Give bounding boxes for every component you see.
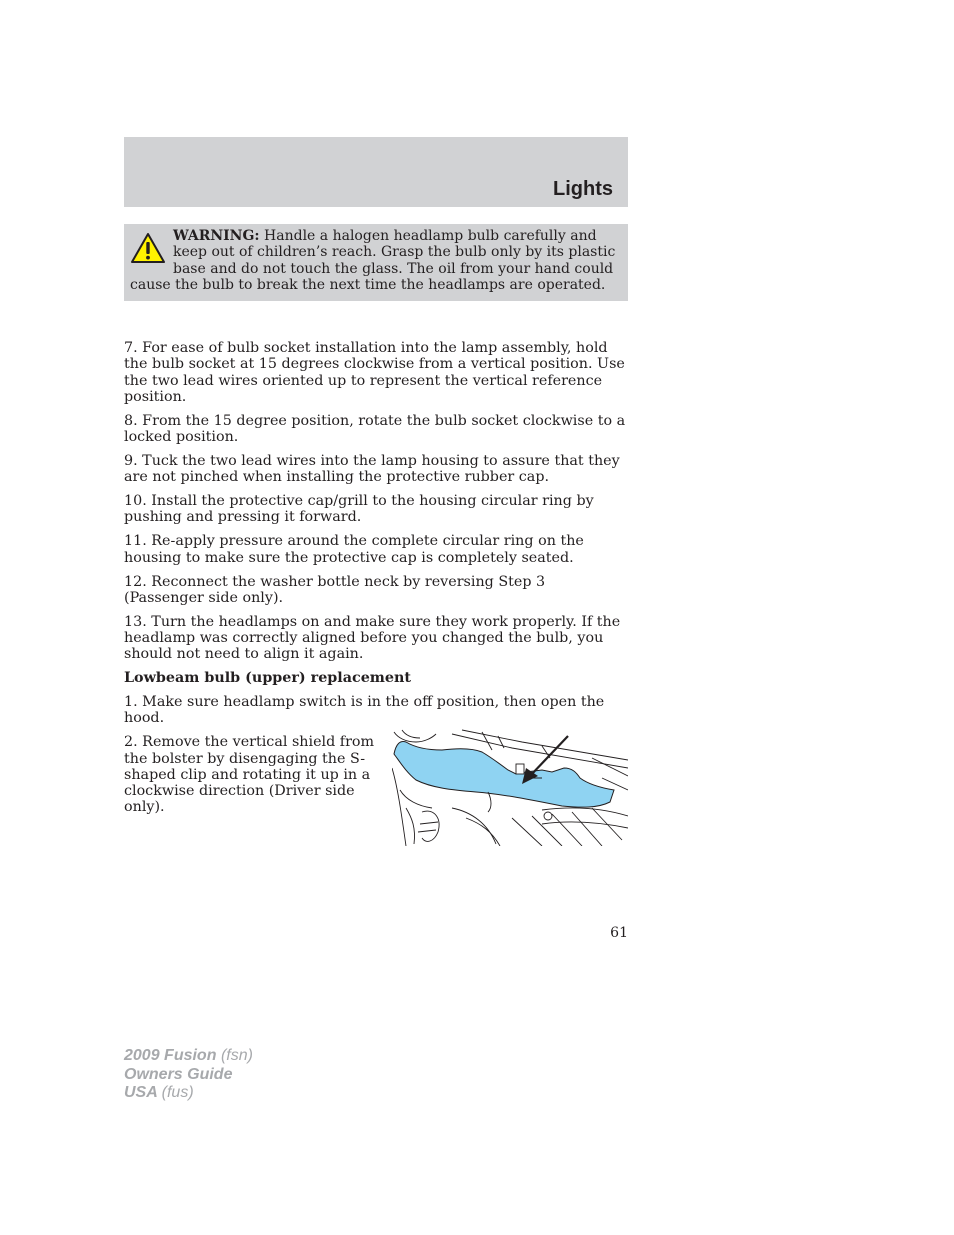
warning-box: [124, 224, 628, 301]
shield-removal-illustration: [392, 728, 628, 846]
lowbeam-subhead: Lowbeam bulb (upper) replacement: [124, 670, 412, 687]
step-9: 9. Tuck the two lead wires into the lamp housing to assure that they are not pinched when installing the protective rubber cap.: [124, 452, 620, 486]
footer: [124, 1047, 253, 1103]
warning-triangle-icon: [130, 232, 166, 264]
page-number: 61: [610, 925, 628, 941]
warning-label: WARNING:: [173, 228, 260, 244]
step-8: 8. From the 15 degree position, rotate the bulb socket clockwise to a locked position.: [124, 412, 626, 446]
vertical-shield-shape: [394, 742, 614, 808]
footer-line-3: USA (fus): [124, 1084, 194, 1101]
step-10: 10. Install the protective cap/grill to the housing circular ring by pushing and pressing it forward.: [124, 493, 594, 526]
section-header: [124, 137, 628, 207]
lowbeam-step-2: 2. Remove the vertical shield from the bolster by disengaging the S-shaped clip and rotating it up in a clockwise direction (Driver side only).: [124, 734, 375, 816]
warning-text: Handle a halogen headlamp bulb carefully and keep out of children’s reach. Grasp the bulb only by its plastic base and do not touch the glass. The oil from your hand could cause the bulb to break the next time the headlamps are operated.: [130, 228, 616, 293]
step-11: 11. Re-apply pressure around the complete circular ring on the housing to make sure the protective cap is completely seated.: [124, 533, 584, 566]
lowbeam-step-1: 1. Make sure headlamp switch is in the off position, then open the hood.: [124, 694, 605, 727]
step-12: 12. Reconnect the washer bottle neck by reversing Step 3 (Passenger side only).: [124, 573, 546, 606]
footer-line-2: Owners Guide: [124, 1065, 233, 1083]
footer-line-1: 2009 Fusion (fsn): [124, 1047, 253, 1064]
lowbeam-step-2-block: [124, 734, 628, 854]
step-13: 13. Turn the headlamps on and make sure they work properly. If the headlamp was correctly aligned before you changed the bulb, you should not need to align it again.: [124, 613, 621, 663]
instructions: [124, 340, 628, 854]
step-7: 7. For ease of bulb socket installation into the lamp assembly, hold the bulb socket at 15 degrees clockwise from a vertical position. Use the two lead wires oriented up to represent the vertical reference position.: [124, 340, 625, 405]
section-title: Lights: [553, 178, 613, 200]
